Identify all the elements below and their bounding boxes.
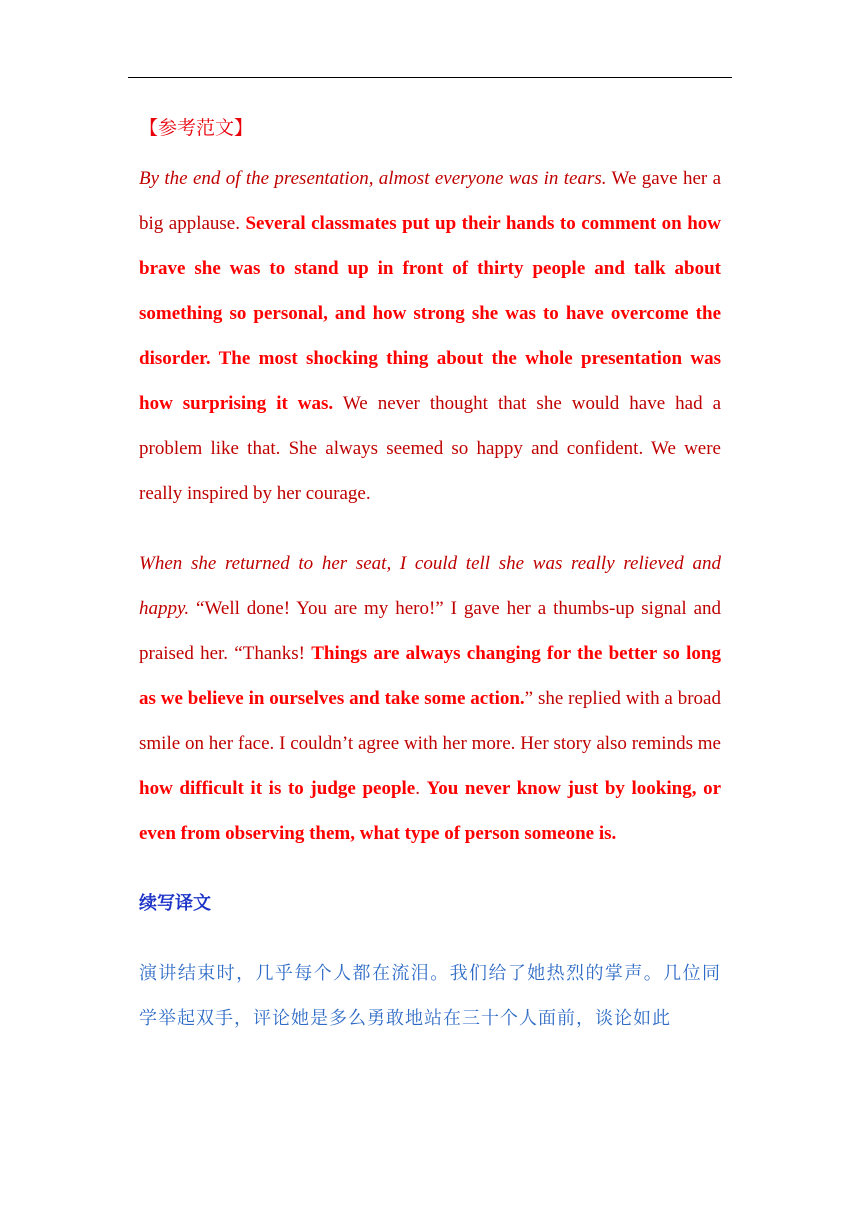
p2-bold-text-1: Things are always changing for the better so long as we believe in ourselves and take some action. bbox=[139, 643, 721, 709]
header-rule bbox=[128, 77, 732, 78]
reference-paragraph-1 bbox=[139, 156, 721, 516]
p2-plain-text-2: ” she replied with a broad smile on her face. I couldn’t agree with her more. Her story also reminds me bbox=[139, 688, 721, 754]
p1-plain-text-1: We gave her a big applause. bbox=[139, 168, 722, 234]
p1-italic-sentence: By the end of the presentation, almost everyone was in tears. bbox=[139, 168, 607, 189]
p2-bold-text-2: how difficult it is to judge people bbox=[139, 778, 416, 799]
translation-heading: 续写译文 bbox=[139, 893, 211, 914]
p1-plain-text-2: We never thought that she would have had a problem like that. She always seemed so happy and confident. We were really inspired by her courage. bbox=[139, 393, 722, 504]
p2-italic-sentence: When she returned to her seat, I could tell she was really relieved and happy. bbox=[139, 553, 721, 619]
translation-paragraph: 演讲结束时，几乎每个人都在流泪。我们给了她热烈的掌声。几位同学举起双手，评论她是多么勇敢地站在三十个人面前，谈论如此 bbox=[139, 963, 721, 1029]
document-body bbox=[139, 100, 721, 1041]
reference-paragraph-2 bbox=[139, 541, 721, 856]
p2-plain-text-3: . bbox=[415, 778, 427, 799]
reference-heading: 【参考范文】 bbox=[139, 117, 254, 139]
p1-bold-text: Several classmates put up their hands to comment on how brave she was to stand up in front of thirty people and talk about something so personal, and how strong she was to have overcome the disorder. The most shocking thing about the whole presentation was how surprising it was. bbox=[139, 213, 721, 414]
p2-plain-text-1: “Well done! You are my hero!” I gave her a thumbs-up signal and praised her. “Thanks! bbox=[139, 598, 721, 664]
p2-bold-text-3: You never know just by looking, or even from observing them, what type of person someone is. bbox=[139, 778, 722, 844]
